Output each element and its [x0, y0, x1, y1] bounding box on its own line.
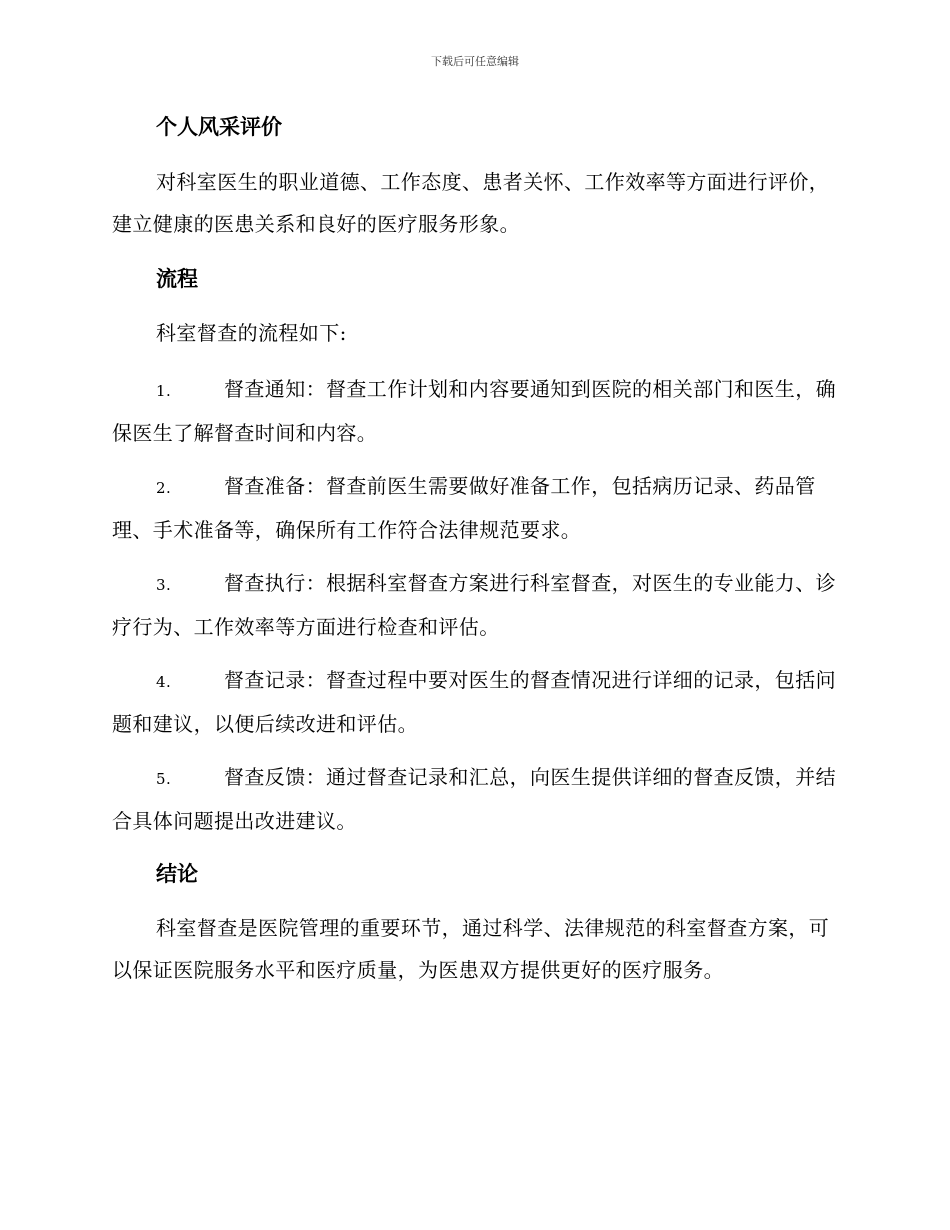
- list-item: [112, 562, 842, 648]
- paragraph-process-intro: 科室督查的流程如下:: [156, 321, 347, 345]
- list-item: [112, 659, 842, 745]
- list-item-number: 4.: [156, 673, 172, 691]
- list-item-text: 督查执行：根据科室督查方案进行科室督查，对医生的专业能力、诊疗行为、工作效率等方面进行检查和评估。: [112, 571, 836, 639]
- section-heading-conclusion: 结论: [156, 861, 198, 886]
- list-item: [112, 756, 842, 842]
- list-item-number: 2.: [156, 479, 172, 497]
- section-heading-personal: 个人风采评价: [156, 114, 282, 139]
- paragraph-personal: 对科室医生的职业道德、工作态度、患者关怀、工作效率等方面进行评价，建立健康的医患关系和良好的医疗服务形象。: [112, 170, 830, 236]
- list-item-text: 督查准备：督查前医生需要做好准备工作，包括病历记录、药品管理、手术准备等，确保所有工作符合法律规范要求。: [112, 474, 816, 542]
- list-item: [112, 368, 842, 454]
- page-header-note: 下载后可任意编辑: [431, 55, 519, 68]
- list-item-number: 3.: [156, 576, 172, 594]
- paragraph-conclusion: 科室督查是医院管理的重要环节，通过科学、法律规范的科室督查方案，可以保证医院服务水平和医疗质量，为医患双方提供更好的医疗服务。: [112, 916, 830, 982]
- list-item-text: 督查反馈：通过督查记录和汇总，向医生提供详细的督查反馈，并结合具体问题提出改进建议。: [112, 765, 836, 833]
- list-item-text: 督查通知：督查工作计划和内容要通知到医院的相关部门和医生，确保医生了解督查时间和内容。: [112, 377, 836, 445]
- list-item-text: 督查记录：督查过程中要对医生的督查情况进行详细的记录，包括问题和建议，以便后续改进和评估。: [112, 668, 836, 736]
- list-item: [112, 465, 842, 551]
- list-item-number: 5.: [156, 770, 172, 788]
- section-heading-process: 流程: [156, 266, 198, 291]
- list-item-number: 1.: [156, 382, 172, 400]
